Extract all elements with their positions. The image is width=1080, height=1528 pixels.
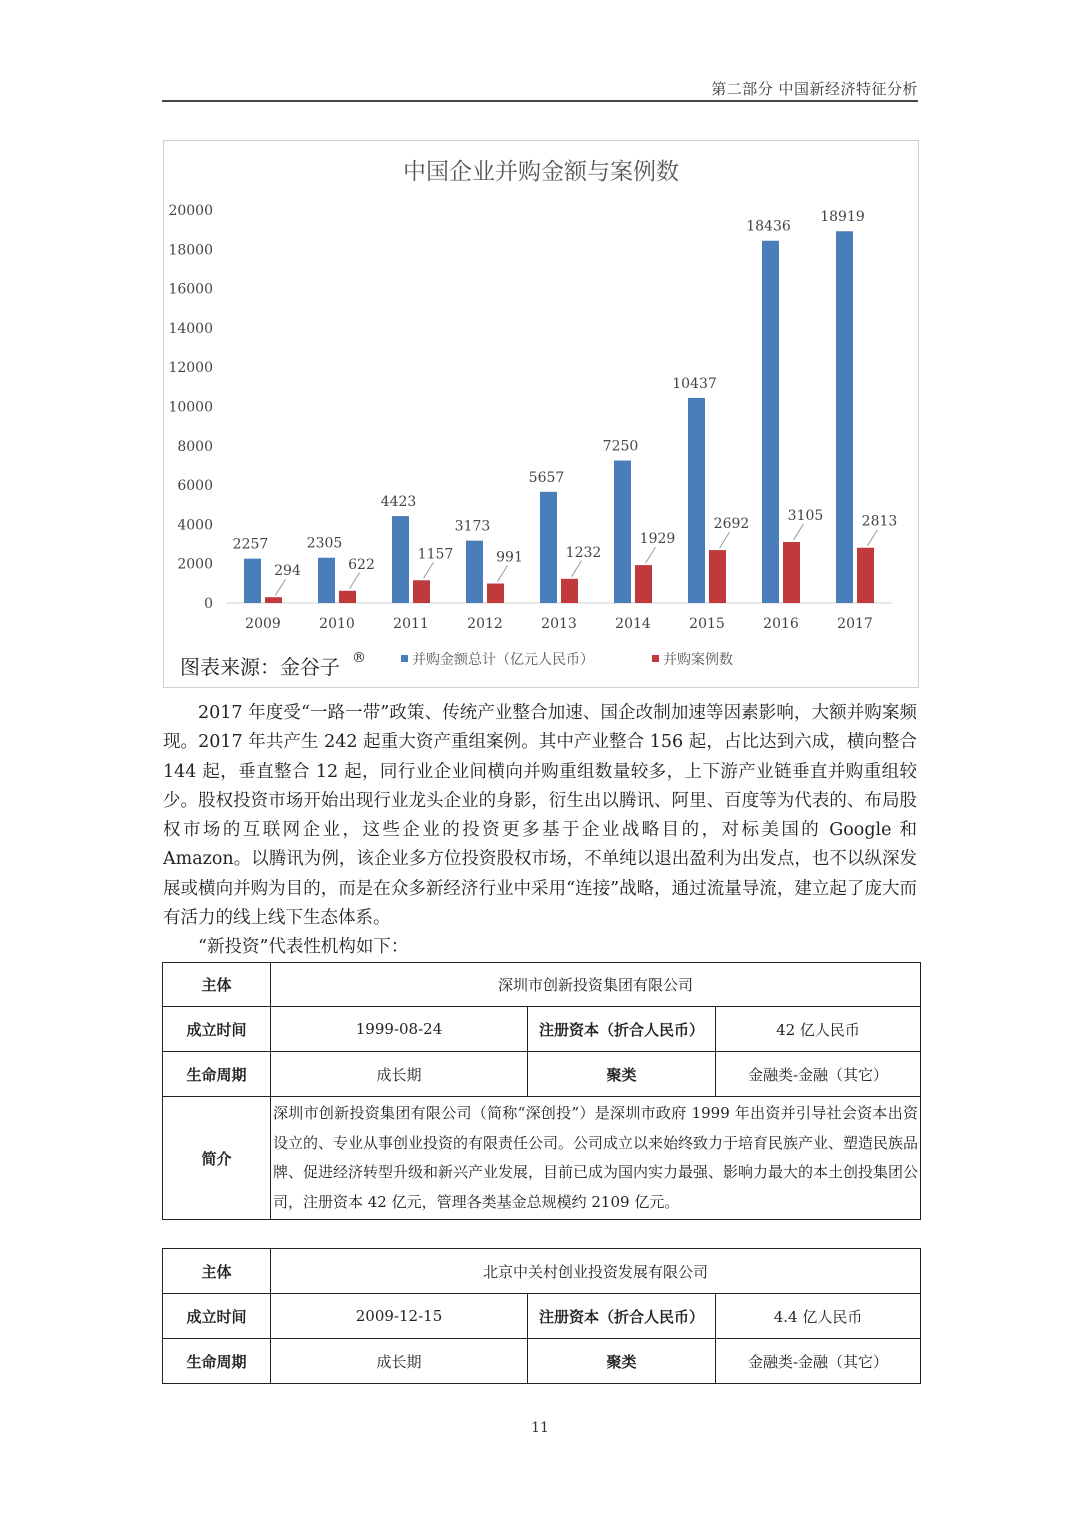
cluster-label: 聚类 bbox=[528, 1052, 716, 1097]
leader-line bbox=[646, 547, 656, 563]
y-tick-label: 10000 bbox=[168, 399, 213, 416]
founded-label: 成立时间 bbox=[163, 1007, 271, 1052]
subject-label: 主体 bbox=[163, 1249, 271, 1294]
page-number: 11 bbox=[531, 1420, 549, 1436]
bar-cases bbox=[413, 580, 430, 603]
x-tick-label: 2009 bbox=[245, 616, 281, 632]
table-row bbox=[163, 1097, 921, 1220]
leader-line bbox=[794, 524, 804, 540]
y-tick-label: 4000 bbox=[177, 517, 213, 534]
lifecycle-label: 生命周期 bbox=[163, 1339, 271, 1384]
data-label-cases: 991 bbox=[496, 549, 523, 566]
cluster-value: 金融类-金融（其它） bbox=[716, 1052, 921, 1097]
running-header: 第二部分 中国新经济特征分析 bbox=[711, 80, 918, 98]
bar-cases bbox=[339, 591, 356, 603]
chart-container bbox=[163, 140, 919, 688]
founded-value: 2009-12-15 bbox=[271, 1294, 528, 1339]
data-label-cases: 294 bbox=[274, 563, 301, 580]
x-tick-label: 2017 bbox=[837, 616, 873, 632]
data-label-amount: 3173 bbox=[454, 518, 491, 535]
bar-amount bbox=[466, 541, 483, 603]
capital-label: 注册资本（折合人民币） bbox=[528, 1007, 716, 1052]
x-tick-label: 2016 bbox=[763, 616, 799, 632]
subject-value: 北京中关村创业投资发展有限公司 bbox=[271, 1249, 921, 1294]
paragraph-analysis: 2017 年度受“一路一带”政策、传统产业整合加速、国企改制加速等因素影响，大额并购案频现。2017 年共产生 242 起重大资产重组案例。其中产业整合 156 起，占比达到六成，横向整合 144 起，垂直整合 12 起，同行业企业间横向并购重组数量较多，上下游产业链垂直并购重组较少。股权投资市场开始出现行业龙头企业的身影，衍生出以腾讯、阿里、百度等为代表的、布局股权市场的互联网企业，这些企业的投资更多基于企业战略目的，对标美国的 Google 和 Amazon。以腾讯为例，该企业多方位投资股权市场，不单纯以退出盈利为出发点，也不以纵深发展或横向并购为目的，而是在众多新经济行业中采用“连接”战略，通过流量导流，建立起了庞大而有活力的线上线下生态体系。 bbox=[163, 703, 917, 929]
x-tick-label: 2014 bbox=[615, 616, 651, 632]
y-tick-label: 12000 bbox=[168, 360, 213, 377]
institution-table-1 bbox=[162, 962, 921, 1220]
cluster-label: 聚类 bbox=[528, 1339, 716, 1384]
lifecycle-label: 生命周期 bbox=[163, 1052, 271, 1097]
data-label-cases: 1232 bbox=[565, 544, 602, 561]
y-tick-label: 16000 bbox=[168, 281, 213, 298]
legend-label-cases: 并购案例数 bbox=[663, 652, 733, 668]
bar-cases bbox=[857, 548, 874, 603]
founded-value: 1999-08-24 bbox=[271, 1007, 528, 1052]
lifecycle-value: 成长期 bbox=[271, 1339, 528, 1384]
cluster-value: 金融类-金融（其它） bbox=[716, 1339, 921, 1384]
y-tick-label: 0 bbox=[204, 596, 213, 612]
registered-mark: ® bbox=[352, 650, 366, 666]
capital-value: 42 亿人民币 bbox=[716, 1007, 921, 1052]
chart-source: 图表来源：金谷子 bbox=[180, 655, 340, 679]
bar-amount bbox=[392, 516, 409, 603]
table-row bbox=[163, 963, 921, 1007]
data-label-cases: 2813 bbox=[861, 513, 898, 530]
body-text bbox=[163, 699, 917, 963]
intro-label: 简介 bbox=[163, 1097, 271, 1220]
subject-label: 主体 bbox=[163, 963, 271, 1007]
data-label-amount: 10437 bbox=[672, 375, 717, 392]
bar-cases bbox=[265, 597, 282, 603]
data-label-amount: 2305 bbox=[306, 535, 343, 552]
capital-value: 4.4 亿人民币 bbox=[716, 1294, 921, 1339]
table-row bbox=[163, 1052, 921, 1097]
table-row bbox=[163, 1294, 921, 1339]
table-row bbox=[163, 1249, 921, 1294]
x-tick-label: 2012 bbox=[467, 616, 503, 632]
bar-cases bbox=[635, 565, 652, 603]
leader-line bbox=[572, 561, 582, 577]
leader-line bbox=[276, 579, 286, 595]
bar-cases bbox=[783, 542, 800, 603]
x-tick-label: 2013 bbox=[541, 616, 577, 632]
data-label-cases: 622 bbox=[348, 556, 375, 573]
table-row bbox=[163, 1339, 921, 1384]
capital-label: 注册资本（折合人民币） bbox=[528, 1294, 716, 1339]
bar-amount bbox=[762, 241, 779, 603]
leader-line bbox=[720, 532, 730, 548]
y-tick-label: 2000 bbox=[177, 556, 213, 573]
bar-cases bbox=[487, 584, 504, 603]
bar-amount bbox=[836, 231, 853, 603]
legend-swatch-amount bbox=[401, 655, 408, 662]
y-tick-label: 6000 bbox=[177, 478, 213, 495]
leader-line bbox=[868, 530, 878, 546]
y-tick-label: 14000 bbox=[168, 320, 213, 337]
merger-chart bbox=[164, 141, 918, 687]
chart-title: 中国企业并购金额与案例数 bbox=[403, 159, 679, 185]
legend-label-amount: 并购金额总计（亿元人民币） bbox=[412, 652, 594, 668]
bar-amount bbox=[688, 398, 705, 603]
y-tick-label: 8000 bbox=[177, 438, 213, 455]
paragraph-intro-list: “新投资”代表性机构如下： bbox=[198, 937, 409, 958]
data-label-amount: 18436 bbox=[746, 218, 791, 235]
leader-line bbox=[424, 562, 434, 578]
leader-line bbox=[498, 566, 508, 582]
data-label-cases: 1157 bbox=[417, 546, 454, 563]
bar-amount bbox=[244, 559, 261, 603]
bar-amount bbox=[540, 492, 557, 603]
bar-cases bbox=[709, 550, 726, 603]
data-label-amount: 4423 bbox=[380, 494, 417, 511]
data-label-cases: 1929 bbox=[639, 531, 676, 548]
institution-table-2 bbox=[162, 1248, 921, 1384]
bar-amount bbox=[318, 558, 335, 603]
subject-value: 深圳市创新投资集团有限公司 bbox=[271, 963, 921, 1007]
lifecycle-value: 成长期 bbox=[271, 1052, 528, 1097]
data-label-amount: 7250 bbox=[602, 438, 639, 455]
data-label-amount: 5657 bbox=[528, 469, 565, 486]
y-tick-label: 20000 bbox=[168, 203, 213, 219]
founded-label: 成立时间 bbox=[163, 1294, 271, 1339]
y-tick-label: 18000 bbox=[168, 242, 213, 259]
x-tick-label: 2010 bbox=[319, 616, 355, 632]
leader-line bbox=[350, 573, 360, 589]
data-label-amount: 18919 bbox=[820, 209, 865, 226]
table-row bbox=[163, 1007, 921, 1052]
data-label-cases: 3105 bbox=[787, 507, 824, 524]
x-tick-label: 2015 bbox=[689, 616, 725, 632]
data-label-cases: 2692 bbox=[713, 516, 750, 533]
legend-swatch-cases bbox=[652, 655, 659, 662]
bar-cases bbox=[561, 579, 578, 603]
intro-value: 深圳市创新投资集团有限公司（简称“深创投”）是深圳市政府 1999 年出资并引导社会资本出资设立的、专业从事创业投资的有限责任公司。公司成立以来始终致力于培育民族产业、塑造民族品牌、促进经济转型升级和新兴产业发展，目前已成为国内实力最强、影响力最大的本土创投集团公司，注册资本 42 亿元，管理各类基金总规模约 2109 亿元。 bbox=[271, 1097, 921, 1220]
x-tick-label: 2011 bbox=[393, 616, 429, 632]
bar-amount bbox=[614, 461, 631, 603]
header-rule bbox=[162, 100, 918, 102]
data-label-amount: 2257 bbox=[232, 536, 269, 553]
